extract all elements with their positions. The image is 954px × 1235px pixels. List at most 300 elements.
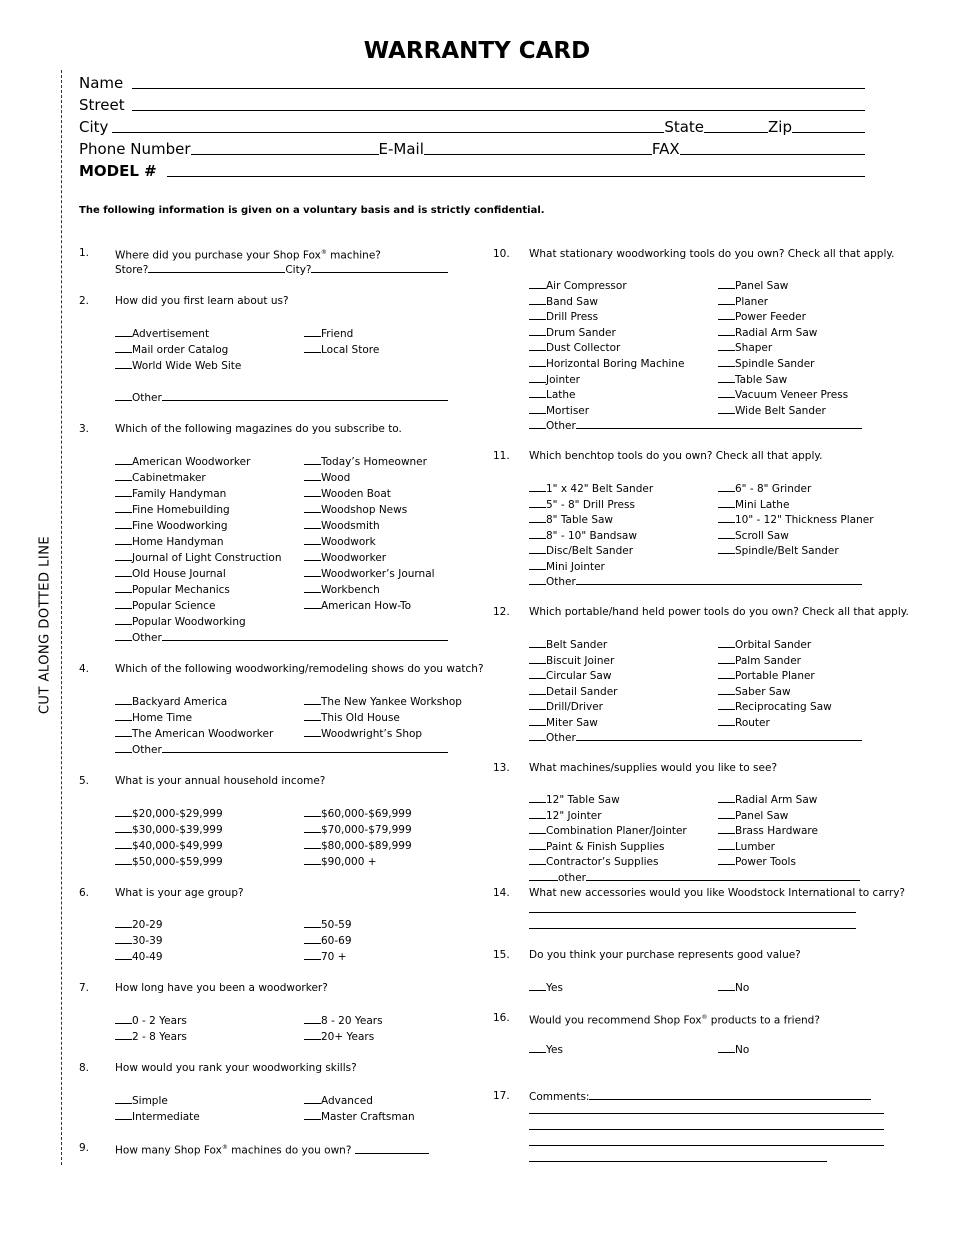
q7-option[interactable]	[304, 1013, 383, 1028]
q4-option[interactable]	[304, 694, 462, 709]
checkbox-blank[interactable]	[304, 710, 321, 721]
checkbox-blank[interactable]	[115, 566, 132, 577]
checkbox-blank[interactable]	[304, 486, 321, 497]
option-label: Cabinetmaker	[132, 472, 206, 484]
q11-option[interactable]	[529, 559, 605, 574]
checkbox-blank[interactable]	[718, 340, 735, 351]
checkbox-blank[interactable]	[718, 684, 735, 695]
q10-option[interactable]	[718, 372, 787, 387]
checkbox-blank[interactable]	[718, 325, 735, 336]
q7-option[interactable]	[304, 1029, 374, 1044]
q15-no-option[interactable]	[718, 980, 749, 995]
q12-option[interactable]	[718, 699, 832, 714]
checkbox-blank[interactable]	[529, 418, 546, 429]
q12-option[interactable]	[718, 684, 791, 699]
model-field[interactable]	[167, 161, 865, 177]
q12-option[interactable]	[718, 668, 815, 683]
other-label: Other	[132, 744, 162, 756]
q12-other-option[interactable]	[529, 730, 862, 745]
q3-option[interactable]	[115, 614, 246, 629]
q12-option[interactable]	[718, 637, 811, 652]
q5-option[interactable]	[304, 838, 412, 853]
q2-option[interactable]	[304, 326, 353, 341]
q14-answer-line[interactable]	[529, 928, 856, 929]
checkbox-blank[interactable]	[718, 481, 735, 492]
q3-option[interactable]	[115, 582, 230, 597]
comments-line[interactable]	[529, 1129, 884, 1130]
q4-option[interactable]	[115, 694, 227, 709]
q3-option[interactable]	[115, 470, 206, 485]
checkbox-blank[interactable]	[304, 582, 321, 593]
q4-other-option[interactable]	[115, 742, 448, 757]
checkbox-blank[interactable]	[718, 668, 735, 679]
email-field[interactable]	[424, 139, 652, 155]
checkbox-blank[interactable]	[529, 528, 546, 539]
q6-option[interactable]	[115, 917, 163, 932]
checkbox-blank[interactable]	[304, 534, 321, 545]
comments-line[interactable]	[529, 1145, 884, 1146]
checkbox-blank[interactable]	[718, 512, 735, 523]
q8-option[interactable]	[115, 1093, 168, 1108]
checkbox-blank[interactable]	[115, 582, 132, 593]
checkbox-blank[interactable]	[718, 403, 735, 414]
checkbox-blank[interactable]	[115, 326, 132, 337]
checkbox-blank[interactable]	[529, 325, 546, 336]
option-label: Router	[735, 717, 770, 729]
checkbox-blank[interactable]	[115, 1029, 132, 1040]
q11-option[interactable]	[718, 497, 789, 512]
checkbox-blank[interactable]	[718, 653, 735, 664]
q13-option[interactable]	[529, 839, 665, 854]
checkbox-blank[interactable]	[718, 808, 735, 819]
q10-option[interactable]	[529, 325, 616, 340]
comments-line[interactable]	[529, 1113, 884, 1114]
checkbox-blank[interactable]	[304, 917, 321, 928]
q6-option[interactable]	[304, 933, 352, 948]
q3-option[interactable]	[115, 502, 230, 517]
option-label: Popular Mechanics	[132, 584, 230, 596]
question-4	[79, 662, 484, 676]
checkbox-blank[interactable]	[304, 1029, 321, 1040]
q3-option[interactable]	[304, 518, 380, 533]
option-label: Simple	[132, 1095, 168, 1107]
checkbox-blank[interactable]	[529, 808, 546, 819]
checkbox-blank[interactable]	[529, 854, 546, 865]
q2-option[interactable]	[304, 342, 379, 357]
option-label: Orbital Sander	[735, 639, 812, 651]
q13-option[interactable]	[529, 854, 658, 869]
option-label: Yes	[546, 982, 563, 994]
checkbox-blank[interactable]	[718, 715, 735, 726]
q12-option[interactable]	[529, 653, 614, 668]
checkbox-blank[interactable]	[529, 730, 546, 741]
checkbox-blank[interactable]	[115, 933, 132, 944]
q4-option[interactable]	[304, 726, 422, 741]
checkbox-blank[interactable]	[529, 792, 546, 803]
q9-text: How many Shop Fox	[115, 1144, 222, 1157]
option-label: Drill/Driver	[546, 701, 604, 714]
checkbox-blank[interactable]	[115, 390, 132, 401]
question-text: Which benchtop tools do you own? Check all that apply.	[529, 450, 823, 462]
checkbox-blank[interactable]	[529, 543, 546, 554]
checkbox-blank[interactable]	[115, 838, 132, 849]
checkbox-blank[interactable]	[529, 1042, 546, 1053]
option-label: 5" - 8" Drill Press	[546, 498, 635, 511]
option-label: Brass Hardware	[735, 825, 818, 838]
checkbox-blank[interactable]	[115, 1093, 132, 1104]
checkbox-blank[interactable]	[304, 933, 321, 944]
q13-option[interactable]	[718, 792, 817, 807]
fax-field[interactable]	[680, 139, 865, 155]
checkbox-blank[interactable]	[529, 403, 546, 414]
checkbox-blank[interactable]	[115, 710, 132, 721]
q12-option[interactable]	[529, 715, 598, 730]
q5-option[interactable]	[115, 838, 223, 853]
q3-option[interactable]	[304, 470, 350, 485]
option-label: Woodwright’s Shop	[321, 728, 423, 740]
q10-option[interactable]	[529, 294, 598, 309]
q6-option[interactable]	[115, 933, 163, 948]
checkbox-blank[interactable]	[304, 726, 321, 737]
checkbox-blank[interactable]	[304, 518, 321, 529]
option-label: Planer	[735, 295, 769, 308]
checkbox-blank[interactable]	[529, 356, 546, 367]
q11-other-option[interactable]	[529, 574, 862, 589]
name-field[interactable]	[132, 73, 865, 89]
q2-option[interactable]	[115, 326, 209, 341]
checkbox-blank[interactable]	[529, 497, 546, 508]
checkbox-blank[interactable]	[718, 356, 735, 367]
q11-option[interactable]	[718, 528, 789, 543]
checkbox-blank[interactable]	[304, 854, 321, 865]
other-field[interactable]	[586, 870, 860, 881]
q3-other-option[interactable]	[115, 630, 448, 645]
question-13	[493, 761, 913, 775]
street-field[interactable]	[132, 95, 865, 111]
checkbox-blank[interactable]	[115, 614, 132, 625]
q5-option[interactable]	[304, 854, 377, 869]
q11-option[interactable]	[529, 543, 633, 558]
checkbox-blank[interactable]	[115, 550, 132, 561]
checkbox-blank[interactable]	[718, 497, 735, 508]
q3-option[interactable]	[304, 454, 427, 469]
question-number: 11.	[493, 450, 510, 462]
checkbox-blank[interactable]	[529, 823, 546, 834]
question-text: Do you think your purchase represents good value?	[529, 949, 801, 961]
checkbox-blank[interactable]	[718, 839, 735, 850]
q13-option[interactable]	[529, 823, 687, 838]
other-field[interactable]	[576, 418, 862, 429]
checkbox-blank[interactable]	[529, 980, 546, 991]
q13-option[interactable]	[529, 792, 620, 807]
q3-option[interactable]	[304, 582, 380, 597]
checkbox-blank[interactable]	[529, 684, 546, 695]
q3-option[interactable]	[115, 518, 228, 533]
option-label: Table Saw	[735, 373, 788, 386]
question-number: 14.	[493, 887, 510, 899]
q11-option[interactable]	[718, 481, 811, 496]
q10-option[interactable]	[718, 294, 768, 309]
q11-option[interactable]	[529, 481, 653, 496]
checkbox-blank[interactable]	[718, 543, 735, 554]
q7-option[interactable]	[115, 1013, 187, 1028]
checkbox-blank[interactable]	[304, 838, 321, 849]
checkbox-blank[interactable]	[529, 839, 546, 850]
q4-option[interactable]	[304, 710, 400, 725]
option-label: Panel Saw	[735, 280, 789, 292]
checkbox-blank[interactable]	[529, 512, 546, 523]
checkbox-blank[interactable]	[529, 574, 546, 585]
checkbox-blank[interactable]	[115, 358, 132, 369]
comments-field[interactable]	[589, 1089, 871, 1100]
checkbox-blank[interactable]	[304, 502, 321, 513]
page-title: WARRANTY CARD	[363, 38, 591, 64]
checkbox-blank[interactable]	[529, 278, 546, 289]
q10-option[interactable]	[718, 356, 814, 371]
q11-option[interactable]	[529, 528, 637, 543]
q4-option[interactable]	[115, 726, 273, 741]
q9-count-field[interactable]	[355, 1143, 429, 1154]
q3-option[interactable]	[304, 598, 411, 613]
checkbox-blank[interactable]	[304, 949, 321, 960]
q11-option[interactable]	[718, 512, 874, 527]
q13-option[interactable]	[718, 808, 788, 823]
q10-option[interactable]	[529, 387, 576, 402]
q3-option[interactable]	[304, 502, 407, 517]
other-field[interactable]	[162, 630, 448, 641]
q1-store-field[interactable]	[115, 262, 448, 277]
checkbox-blank[interactable]	[529, 870, 558, 881]
q13-option[interactable]	[718, 839, 775, 854]
q3-option[interactable]	[115, 534, 224, 549]
checkbox-blank[interactable]	[718, 980, 735, 991]
q14-answer-line[interactable]	[529, 912, 856, 913]
q6-option[interactable]	[304, 949, 347, 964]
other-field[interactable]	[576, 574, 862, 585]
q4-option[interactable]	[115, 710, 192, 725]
q10-option[interactable]	[529, 340, 620, 355]
option-label: 8 - 20 Years	[321, 1015, 383, 1027]
option-label: American Woodworker	[132, 456, 251, 468]
q6-option[interactable]	[115, 949, 163, 964]
q5-option[interactable]	[304, 822, 412, 837]
other-field[interactable]	[162, 390, 448, 401]
q11-option[interactable]	[529, 497, 635, 512]
checkbox-blank[interactable]	[529, 387, 546, 398]
q10-option[interactable]	[718, 278, 788, 293]
q12-option[interactable]	[529, 637, 607, 652]
option-label: Backyard America	[132, 696, 228, 708]
q13-option[interactable]	[718, 823, 818, 838]
checkbox-blank[interactable]	[304, 1109, 321, 1120]
q16-yes-option[interactable]	[529, 1042, 563, 1057]
q10-other-option[interactable]	[529, 418, 862, 433]
q10-option[interactable]	[718, 325, 817, 340]
q3-option[interactable]	[304, 534, 376, 549]
q13-option[interactable]	[718, 854, 796, 869]
checkbox-blank[interactable]	[718, 372, 735, 383]
checkbox-blank[interactable]	[115, 1109, 132, 1120]
checkbox-blank[interactable]	[115, 534, 132, 545]
q3-option[interactable]	[115, 454, 250, 469]
q10-option[interactable]	[529, 403, 589, 418]
question-text: Which of the following magazines do you subscribe to.	[115, 423, 402, 435]
checkbox-blank[interactable]	[304, 566, 321, 577]
q5-option[interactable]	[115, 822, 223, 837]
comments-line[interactable]	[529, 1161, 827, 1162]
checkbox-blank[interactable]	[115, 630, 132, 641]
option-label: 2 - 8 Years	[132, 1031, 187, 1043]
city-row	[79, 114, 865, 136]
checkbox-blank[interactable]	[529, 559, 546, 570]
checkbox-blank[interactable]	[115, 454, 132, 465]
checkbox-blank[interactable]	[529, 699, 546, 710]
checkbox-blank[interactable]	[718, 278, 735, 289]
checkbox-blank[interactable]	[529, 715, 546, 726]
q13-option[interactable]	[529, 808, 602, 823]
checkbox-blank[interactable]	[304, 806, 321, 817]
checkbox-blank[interactable]	[115, 342, 132, 353]
checkbox-blank[interactable]	[115, 822, 132, 833]
q12-option[interactable]	[718, 653, 801, 668]
other-field[interactable]	[576, 730, 862, 741]
checkbox-blank[interactable]	[529, 340, 546, 351]
state-field[interactable]	[704, 117, 768, 133]
q15-yes-option[interactable]	[529, 980, 563, 995]
question-8	[79, 1061, 459, 1075]
checkbox-blank[interactable]	[718, 637, 735, 648]
checkbox-blank[interactable]	[718, 294, 735, 305]
checkbox-blank[interactable]	[115, 949, 132, 960]
q8-option[interactable]	[304, 1109, 415, 1124]
option-label: Palm Sander	[735, 654, 801, 667]
checkbox-blank[interactable]	[304, 470, 321, 481]
q10-option[interactable]	[718, 403, 826, 418]
checkbox-blank[interactable]	[718, 792, 735, 803]
checkbox-blank[interactable]	[115, 502, 132, 513]
q3-option[interactable]	[304, 550, 386, 565]
q10-option[interactable]	[529, 278, 627, 293]
q3-option[interactable]	[304, 486, 391, 501]
zip-field[interactable]	[792, 117, 865, 133]
checkbox-blank[interactable]	[529, 294, 546, 305]
option-label: Wooden Boat	[321, 488, 391, 500]
checkbox-blank[interactable]	[304, 326, 321, 337]
option-label: 6" - 8" Grinder	[735, 483, 812, 495]
question-number: 10.	[493, 248, 510, 260]
question-number: 1.	[79, 247, 90, 259]
checkbox-blank[interactable]	[718, 854, 735, 865]
checkbox-blank[interactable]	[115, 694, 132, 705]
checkbox-blank[interactable]	[529, 653, 546, 664]
phone-field[interactable]	[191, 139, 379, 155]
checkbox-blank[interactable]	[304, 822, 321, 833]
option-label: Lathe	[546, 389, 576, 402]
q10-option[interactable]	[718, 340, 772, 355]
checkbox-blank[interactable]	[304, 342, 321, 353]
q11-option[interactable]	[529, 512, 613, 527]
checkbox-blank[interactable]	[115, 470, 132, 481]
q1-city-blank[interactable]	[311, 262, 448, 273]
cut-along-dotted-line-label: CUT ALONG DOTTED LINE	[37, 535, 53, 715]
checkbox-blank[interactable]	[115, 486, 132, 497]
q3-option[interactable]	[115, 550, 282, 565]
checkbox-blank[interactable]	[115, 598, 132, 609]
checkbox-blank[interactable]	[529, 372, 546, 383]
checkbox-blank[interactable]	[115, 742, 132, 753]
checkbox-blank[interactable]	[529, 668, 546, 679]
checkbox-blank[interactable]	[115, 806, 132, 817]
city-field[interactable]	[112, 117, 664, 133]
q3-option[interactable]	[304, 566, 435, 581]
checkbox-blank[interactable]	[304, 454, 321, 465]
q16-no-option[interactable]	[718, 1042, 749, 1057]
question-16	[493, 1011, 913, 1025]
question-10	[493, 247, 913, 261]
checkbox-blank[interactable]	[718, 823, 735, 834]
checkbox-blank[interactable]	[115, 726, 132, 737]
q3-option[interactable]	[115, 566, 226, 581]
checkbox-blank[interactable]	[115, 1013, 132, 1024]
q3-option[interactable]	[115, 486, 226, 501]
q2-other-option[interactable]	[115, 390, 448, 405]
q10-option[interactable]	[718, 309, 806, 324]
q2-option[interactable]	[115, 358, 241, 373]
q1-store-blank[interactable]	[148, 262, 285, 273]
q10-option[interactable]	[718, 387, 848, 402]
checkbox-blank[interactable]	[529, 637, 546, 648]
question-text: How would you rank your woodworking skills?	[115, 1062, 357, 1074]
checkbox-blank[interactable]	[529, 481, 546, 492]
q12-option[interactable]	[529, 699, 603, 714]
q12-option[interactable]	[529, 668, 611, 683]
other-field[interactable]	[162, 742, 448, 753]
q12-option[interactable]	[718, 715, 770, 730]
q5-option[interactable]	[304, 806, 412, 821]
checkbox-blank[interactable]	[718, 1042, 735, 1053]
q13-other-option[interactable]	[529, 870, 860, 885]
checkbox-blank[interactable]	[718, 699, 735, 710]
q12-option[interactable]	[529, 684, 617, 699]
checkbox-blank[interactable]	[115, 917, 132, 928]
q3-option[interactable]	[115, 598, 215, 613]
q7-option[interactable]	[115, 1029, 187, 1044]
q6-option[interactable]	[304, 917, 352, 932]
q10-option[interactable]	[529, 309, 598, 324]
option-label: Spindle Sander	[735, 358, 815, 370]
checkbox-blank[interactable]	[718, 528, 735, 539]
checkbox-blank[interactable]	[304, 1013, 321, 1024]
q2-option[interactable]	[115, 342, 228, 357]
checkbox-blank[interactable]	[718, 387, 735, 398]
q8-option[interactable]	[115, 1109, 200, 1124]
q10-option[interactable]	[529, 372, 580, 387]
checkbox-blank[interactable]	[115, 854, 132, 865]
checkbox-blank[interactable]	[529, 309, 546, 320]
checkbox-blank[interactable]	[718, 309, 735, 320]
q5-option[interactable]	[115, 806, 223, 821]
checkbox-blank[interactable]	[304, 1093, 321, 1104]
checkbox-blank[interactable]	[304, 694, 321, 705]
checkbox-blank[interactable]	[304, 550, 321, 561]
checkbox-blank[interactable]	[115, 518, 132, 529]
q8-option[interactable]	[304, 1093, 373, 1108]
q10-option[interactable]	[529, 356, 684, 371]
q5-option[interactable]	[115, 854, 223, 869]
question-7	[79, 981, 459, 995]
checkbox-blank[interactable]	[304, 598, 321, 609]
q11-option[interactable]	[718, 543, 839, 558]
